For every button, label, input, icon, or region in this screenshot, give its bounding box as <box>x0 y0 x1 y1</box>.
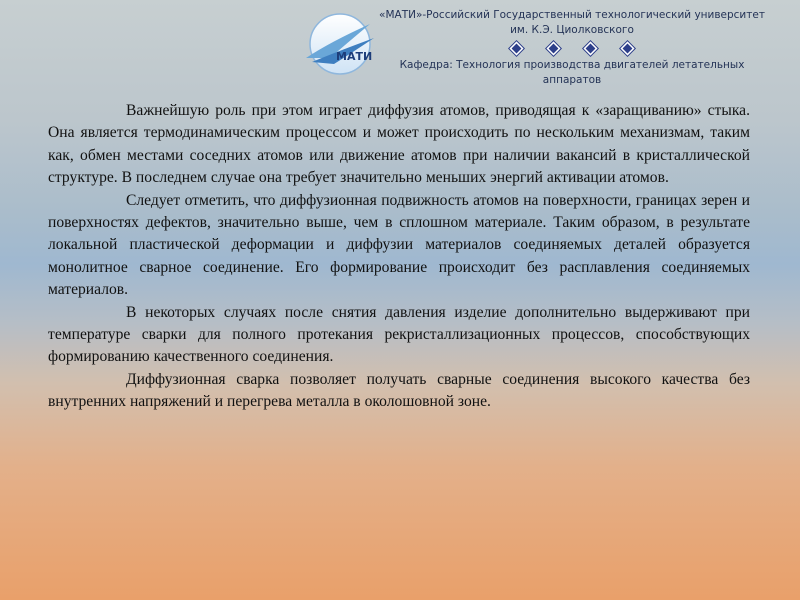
diamond-icon <box>549 44 559 54</box>
decorative-diamonds <box>376 42 768 56</box>
mati-logo <box>300 8 380 80</box>
institution-subtitle: им. К.Э. Циолковского <box>510 24 634 36</box>
paragraph: Следует отметить, что диффузионная подвижность атомов на поверхности, границах зерен и поверхностях дефектов, значительно выше, чем в сплошном материале. Таким образом, в результате локальной пластической деформации и диффузии материалов соединяемых деталей образуется монолитное сварное соединение. Его формирование происходит без расплавления соединяемых материалов. <box>48 191 750 299</box>
diamond-icon <box>586 44 596 54</box>
slide-body <box>48 100 750 414</box>
diamond-icon <box>623 44 633 54</box>
paragraph: В некоторых случаях после снятия давления изделие дополнительно выдерживают при температуре сварки для полного протекания рекристаллизационных процессов, способствующих формированию качественного соединения. <box>48 303 750 366</box>
paragraph: Диффузионная сварка позволяет получать сварные соединения высокого качества без внутренних напряжений и перегрева металла в околошовной зоне. <box>48 370 750 411</box>
page-header <box>376 8 768 88</box>
diamond-icon <box>512 44 522 54</box>
department-name: Кафедра: Технология производства двигателей летательных аппаратов <box>399 59 745 86</box>
paragraph: Важнейшую роль при этом играет диффузия атомов, приводящая к «заращиванию» стыка. Она является термодинамическим процессом и может происходить по нескольким механизмам, таким как, обмен местами соседних атомов или движение атомов при наличии вакансий в кристаллической структуре. В последнем случае она требует значительно меньших энергий активации атомов. <box>48 102 750 187</box>
institution-name: «МАТИ»-Российский Государственный технологический университет <box>379 9 765 21</box>
logo-text: МАТИ <box>336 50 373 63</box>
